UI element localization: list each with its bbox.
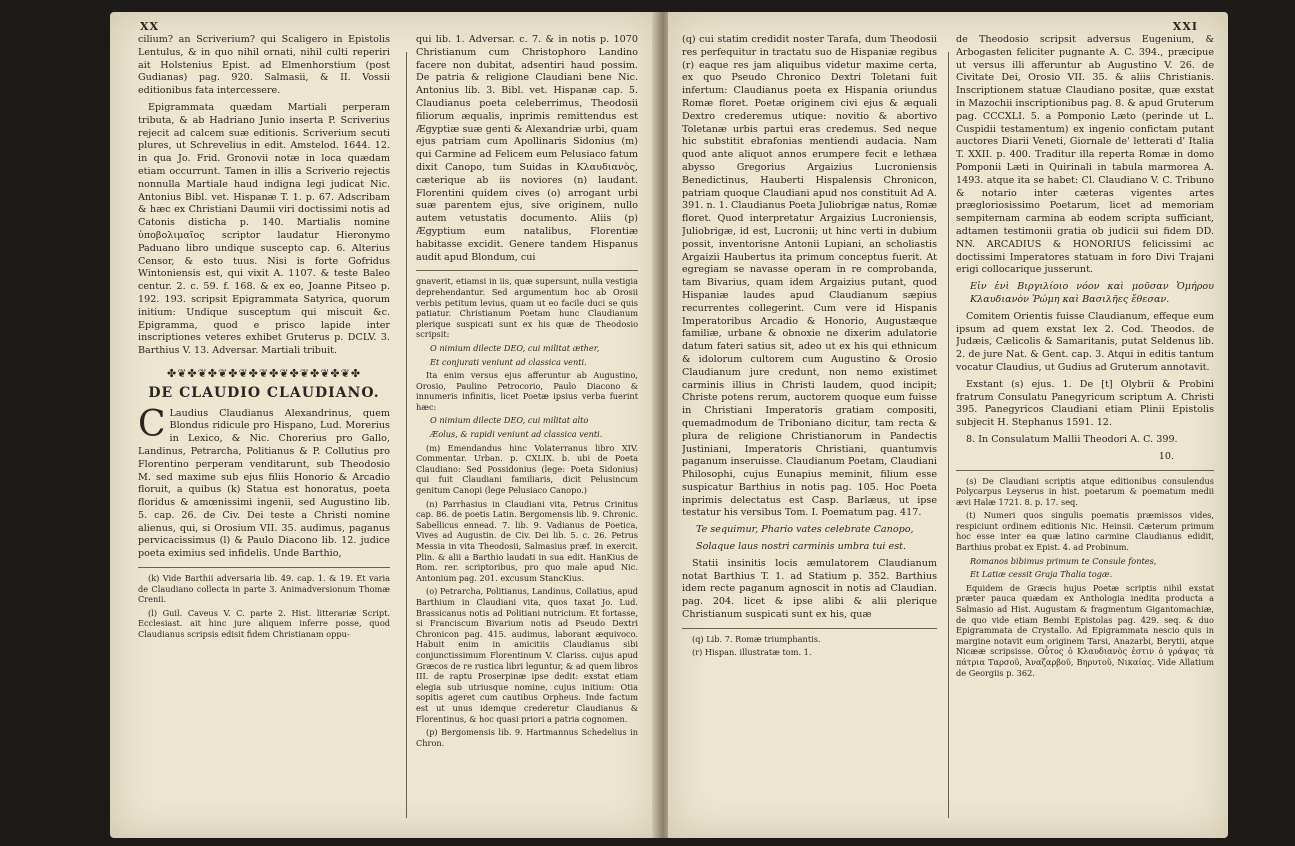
- paragraph: (q) cui statim credidit noster Tarafa, dum Theodosii res perfequitur in tractatu suo de Hispaniæ regibus (r) eaque res jam aliquibus videtur maxime certa, ex quo Pseudo Chronico Dextri Toletani fuit infertum: Claudianus poeta ex Hispania oriundus Romæ floret. Poetæ originem civi ejus & æquali Dextro crederemus utique: novitio & abortivo Toletanæ urbis partui eras credemus. Sed neque hic substitit ebrafonias mentiendi audacia. Nam quod ante aliquot annos erumpere fecit e lethæa abysso Gregorius Argaizius Lucroniensis Benedictinus, Hauberti Hispalensis Chronicon, patriam quoque Claudiani apud nos constituit Ad A. 391. n. 1. Claudianus Poeta Juliobrigæ natus, Romæ floret. Quod interpretatur Argaizius Lucroniensis, Juliobrigæ, id est, Lucronii; ut hinc verti in dubium possit, inventorisne Antonii Lupiani, an scholiastis Argaizii Haubertus ita primum conceptus fuerit. At egregiam se navasse operam in re comprobanda, tam Bivarius, quam idem Argaizius putant, quod Hispaniæ laudes apud Claudianum sæpius recurrentes collegerint. Cum vere id Hispanis Imperatoribus Arcadio & Honorio, Augustæque familiæ, urbane & obnoxie ne dixerim adulatorie datum fateri satius sit, adeo ut ex his qui ethnicum & idolorum cultorem cum Augustino & Orosio Claudianum jure credunt, non nemo existimet carminis illius in Christi laudem, quod incipit; Christe potens rerum, auctorem quoque eum fuisse in Christiani Imperatoris gratiam compositi, quemadmodum de Triboniano dicitur, tam recta & plura de religione Christianorum in Pandectis Justiniani, Imperatoris Christiani, quantumvis paganum inseruisse. Claudianum Poetam, Claudiani Philosophi, cujus Eunapius meminit, filium esse suspicatur Barthius in notis pag. 105. Hoc Poeta inprimis delectatus est Casp. Barlæus, ut ipse testatur his versibus Tom. I. Poematum pag. 417.: [682, 34, 937, 519]
- footnote-q: (q) Lib. 7. Romæ triumphantis.: [692, 633, 821, 644]
- footnote-s: (s) De Claudiani scriptis atque editionibus consulendus Polycarpus Leyserus in hist. poetarum & poematum medii ævi Halæ 1721. 8. p. 17. seq.: [956, 475, 1214, 507]
- page-number-right: XXI: [1172, 20, 1198, 33]
- drop-cap: C: [138, 403, 166, 445]
- footnote: Ita enim versus ejus afferuntur ab Augustino, Orosio, Paulino Petrocorio, Paulo Diacono & innumeris infinitis, licet Poetæ ipsius verba fuerint hæc:: [416, 370, 638, 412]
- right-column-b: [956, 34, 1214, 828]
- left-page: [110, 12, 658, 838]
- paragraph: Statii insinitis locis æmulatorem Claudianum notat Barthius T. 1. ad Statium p. 352. Barthius idem recte paganum agnoscit in notis ad Claudian. pag. 204. licet & ipse alibi & alii plerique Christianum suspicati sunt ex his, quæ: [682, 557, 937, 621]
- footnote-r: (r) Hispan. illustratæ tom. 1.: [692, 647, 812, 658]
- paragraph: 8. In Consulatum Mallii Theodori A. C. 399.: [966, 433, 1178, 445]
- footnote-p: (p) Bergomensis lib. 9. Hartmannus Schedelius in Chron.: [416, 727, 638, 748]
- paragraph: Epigrammata quædam Martiali perperam tributa, & ab Hadriano Junio inserta P. Scriverius rejecit ad calcem suæ editionis. Scriverium secuti plures, ut Schrevelius in edit. Amstelod. 1644. 12. in qua Jo. Frid. Gronovii notæ in loca quædam etiam occurrunt. Tamen in illis a Scriverio rejectis nonnulla Martiale haud indigna legi judicat Nic. Antonius Bibl. vet. Hispanæ T. 1. p. 67. Adscribam & hæc ex Christiani Daumii viri doctissimi notis ad Catonis disticha p. 140. Martialis nomine ὑποβολιμαῖος scriptor laudatur Hieronymo Paduano libro undique suscepto cap. 6. Alterius Censor, & esto tuus. Nisi is forte Gofridus Wintoniensis est, qui vixit A. 1107. & teste Baleo centur. 2. c. 59. f. 168. & ex eo, Joanne Pitseo p. 192. 193. scripsit Epigrammata Satyrica, quorum initium: Undique susceptum qui miscuit &c. Epigramma, quod e prisco lapide inter inscriptiones veteres exhibet Gruterus p. DCLV. 3. Barthius V. 13. Adversar. Martiali tribuit.: [138, 101, 390, 357]
- footnote-verse: O nimium dilecte DEO, cui militat alto: [430, 415, 589, 426]
- chapter-text: Laudius Claudianus Alexandrinus, quem Blondus ridicule pro Hispano, Lud. Morerius in Lexico, & Nic. Chorerius pro Gallo, Landinus, Petrarcha, Politianus & P. Collutius pro Florentino perperam venditarunt, sub Theodosio M. sed maxime sub ejus filiis Honorio & Arcadio floruit, a quibus (k) Statua est honoratus, poeta floridus & amœnissimi ingenii, sed Augustino lib. 5. cap. 26. de Civ. Dei teste a Christi nomine alienus, qui, si Orosium VII. 35. audimus, paganus pervicacissimus (l) & Paulo Diacono lib. 12. judice poeta eximius sed infidelis. Unde Barthio,: [138, 407, 390, 560]
- footnote: gnaverit, etiamsi in iis, quæ supersunt, nulla vestigia deprehendantur. Sed argumentum hoc ab Orosii verbis petitum levius, quam ut eo facile duci se quis patiatur. Christianum Poetam hunc Claudianum plerique suspicati sunt ex his quæ de Theodosio scripsit:: [416, 276, 638, 340]
- chapter-title: DE CLAUDIO CLAUDIANO.: [148, 384, 380, 401]
- left-column-b: [416, 34, 638, 828]
- footnote-verse: Romanos bibimus primum te Consule fontes,: [970, 555, 1157, 566]
- signature-mark: 10.: [1158, 450, 1174, 462]
- column-divider: [406, 52, 407, 818]
- right-column-a: [682, 34, 937, 828]
- page-number-left: XX: [140, 20, 160, 33]
- left-column-a: [138, 34, 390, 828]
- footnote-o: (o) Petrarcha, Politianus, Landinus, Collatius, apud Barthium in Claudiani vita, quos taxat Jo. Lud. Brassicanus notis ad Politiani nutricium. Et fortasse, si Franciscum Bivarium notis ad Pseudo Dextri Chronicon pag. 415. audimus, laborant æquivoco. Habuit enim in amicitiis Claudianus sibi conjunctissimum Florentinum V. Clariss. cujus apud Græcos de re rustica libri leguntur, & ad quem libros III. de raptu Proserpinæ ipse dedit: exstat etiam elegia sub utriusque nomine, cujus initium: Otia sopitis ageret cum cautibus Orpheus. Inde factum est ut unus idemque crederetur Claudianus & Florentinus, & hoc quasi priori a patria cognomen.: [416, 586, 638, 724]
- paragraph: Comitem Orientis fuisse Claudianum, effeque eum ipsum ad quem exstat lex 2. Cod. Theodos. de Judæis, Cælicolis & Samaritanis, putat Seldenus lib. 2. de jure Nat. & Gent. cap. 3. Atqui in editis tantum vocatur Claudius, ut Gudius ad Gruterum annotavit.: [956, 310, 1214, 373]
- footnote: Equidem de Græcis hujus Poetæ scriptis nihil exstat præter pauca quædam ex Anthologia inedita producta a Salmasio ad Hist. Augustam & fragmentum Gigantomachiæ, de quo vide etiam Bembi Epistolas pag. 429. seq. & duo Epigrammata de Crystallo. Ad Epigrammata nescio quis in margine notavit eum originem Tarsi, Anazarbi, Berytii, atque Nicææ scripsisse. Οὗτος ὁ Κλαυδιανὸς ἐστιν ὁ γράψας τὰ πάτρια Ταρσοῦ, Ἀναζαρβοῦ, Βηρυτοῦ, Νικαίας. Vide Allatium de Georgiis p. 362.: [956, 582, 1214, 678]
- paragraph: [138, 403, 390, 562]
- footnote-rule: [138, 567, 390, 568]
- footnote-verse: Et Latiæ cessit Graja Thalia togæ.: [970, 569, 1113, 580]
- footnote-verse: O nimium dilecte DEO, cui militat æther,: [430, 342, 600, 353]
- footnote-m: (m) Emendandus hinc Volaterranus libro XIV. Commentar. Urban. p. CXLIX. b. ubi de Poeta Claudiano: Sed Possidonius (lege: Poeta Sidonius) qui fuit Claudiani familiaris, dicit Pelusincum genitum Canopi (lege Pelusiaco Canopo.): [416, 442, 638, 496]
- ornament-band: ✤❦✤❦✤❦✤❦✤❦✤❦✤❦✤❦✤❦✤: [166, 367, 362, 380]
- column-divider: [948, 52, 949, 818]
- paragraph: cilium? an Scriverium? qui Scaligero in Epistolis Lentulus, & in quo nihil ornati, nihil culti reperiri ait Holstenius Epist. ad Elmenhorstium (post Gudianas) pag. 920. Salmasii, & II. Vossii editionibus fata intercessere.: [138, 34, 390, 97]
- verse-line: Solaque laus nostri carminis umbra tui est.: [696, 541, 907, 553]
- paragraph: qui lib. 1. Adversar. c. 7. & in notis p. 1070 Christianum cum Christophoro Landino facere non dubitat, adsentiri haud possim. De patria & religione Claudiani bene Nic. Antonius lib. 3. Bibl. vet. Hispanæ cap. 5. Claudianus poeta celeberrimus, Theodosii filiorum æqualis, inprimis remittendus est Ægyptiæ suæ genti & Alexandriæ urbi, quam ejus patriam cum Apollinaris Sidonius (m) qui Carmine ad Felicem eum Pelusiaco fatum dixit Canopo, tum Suidas in Κλαυδιανὸς, cæterique ab iis noviores (n) laudant. Florentini quidem cives (o) arrogant urbi suæ parentem ejus, sive originem, nullo autem vetustatis documento. Aliis (p) Ægyptium eum natalibus, Florentiæ habitasse excidit. Genere tandem Hispanus audit apud Blondum, cui: [416, 34, 638, 263]
- footnote-rule: [956, 470, 1214, 471]
- footnote-rule: [682, 628, 937, 629]
- footnote-verse: Et conjurati veniunt ad classica venti.: [430, 356, 587, 367]
- footnote-l: (l) Guil. Caveus V. C. parte 2. Hist. litterariæ Script. Ecclesiast. ait hinc jure aliquem inferre posse, quod Claudianus scripsis edisit fidem Christianam oppu-: [138, 607, 390, 640]
- footnote-verse: Æolus, & rapidi veniunt ad classica venti.: [430, 429, 603, 440]
- footnote-n: (n) Parrhasius in Claudiani vita, Petrus Crinitus cap. 86. de poetis Latin. Bergomensis lib. 9. Chronic. Sabellicus ennead. 7. lib. 9. Vadianus de Poetica, Vives ad Augustin. de Civ. Dei lib. 5. c. 26. Petrus Messia in vita Theodosii, Salmasius præf. in exercit. Plin. & alii a Barthio laudati in sua edit. HanKius de Rom. rer. scriptoribus, pro quo male apud Nic. Antonium pag. 201. excusum StancKius.: [416, 498, 638, 583]
- right-page: [668, 12, 1228, 838]
- paragraph: de Theodosio scripsit adversus Eugenium, & Arbogasten feliciter pugnante A. C. 394., præcipue ut versus illi afferuntur ab Augustino V. 26. de Civitate Dei, Orosio VII. 35. & aliis Christianis. Inscriptionem statuæ Claudiano positæ, quæ exstat in Mazochii inscriptionibus pag. 8. & apud Gruterum pag. CCCXLI. 5. a Pomponio Læto (perinde ut L. Cuspidii testamentum) ex ingenio confictam putant auctores Diarii Veneti, Giornale de' letterati d' Italia T. XXII. p. 400. Traditur illa reperta Romæ in domo Pomponii Læti in Quirinali in tabula marmorea A. 1493. atque ita se habet: Cl. Claudiano V. C. Tribuno & notario inter cæteras vigentes artes prægloriosissimo Poetarum, licet ad memoriam sempiternam carmina ab eodem scripta sufficiant, adtamen testimonii gratia ob judicii sui fidem DD. NN. ARCADIUS & HONORIUS felicissimi ac doctissimi Imperatores statuam in foro Divi Trajani erigi collocarique jusserunt.: [956, 34, 1214, 276]
- footnote-t: (t) Numeri quos singulis poematis præmissos vides, respiciunt ordinem editionis Nic. Heinsii. Cæterum primum hoc esse inter ea quæ latino carmine Claudianus edidit, Barthius probat ex Epist. 4. ad Probinum.: [956, 510, 1214, 553]
- verse-line: Te sequimur, Phario vates celebrate Canopo,: [696, 524, 914, 536]
- greek-verse: Εἰν ἑνὶ Βιργιλίοιο νόον καὶ μοῦσαν Ὁμήρου Κλαυδιανὸν Ῥώμη καὶ Βασιλῆες ἔθεσαν.: [970, 281, 1214, 305]
- paragraph: Exstant (s) ejus. 1. De [t] Olybrii & Probini fratrum Consulatu Panegyricum scriptum A. Christi 395. Panegyricos Claudiani etiam Plinii Epistolis subjecit H. Stephanus 1591. 12.: [956, 378, 1214, 429]
- footnote-rule: [416, 270, 638, 271]
- footnote-k: (k) Vide Barthii adversaria lib. 49. cap. 1. & 19. Et varia de Claudiano collecta in parte 3. Animadversionum Thomæ Crenii.: [138, 573, 390, 605]
